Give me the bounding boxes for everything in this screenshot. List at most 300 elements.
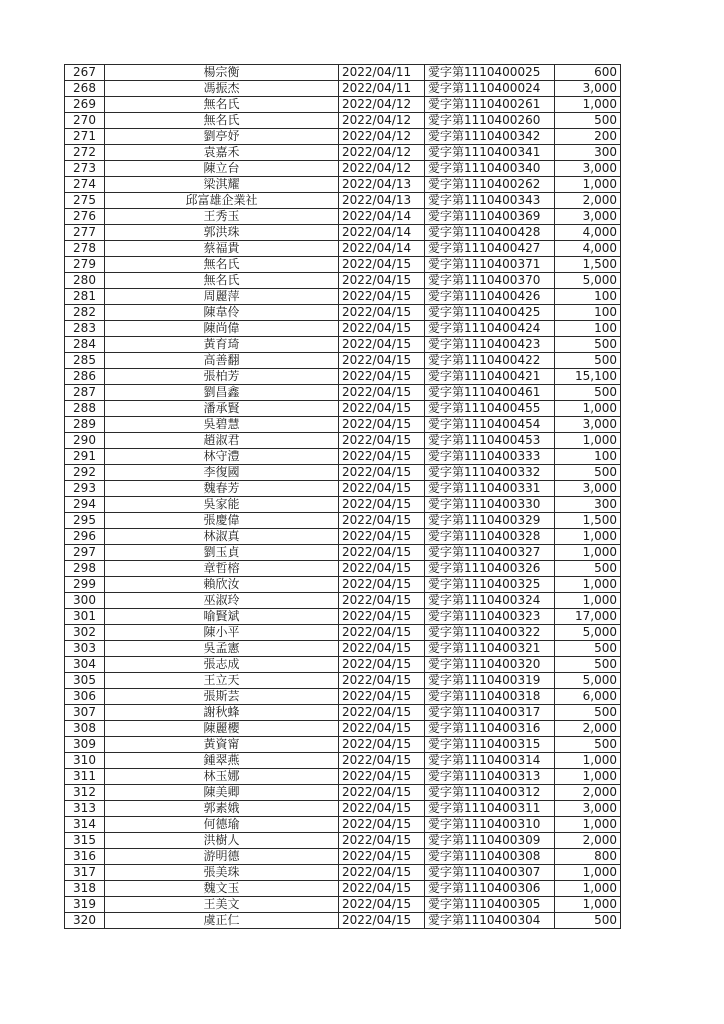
table-row [65,913,621,929]
donor-name: 馮振杰 [105,81,339,97]
receipt-number: 愛字第1110400423 [425,337,555,353]
receipt-number: 愛字第1110400330 [425,497,555,513]
table-row [65,641,621,657]
row-number: 307 [65,705,105,721]
table-row [65,673,621,689]
donation-date: 2022/04/15 [339,833,425,849]
row-number: 289 [65,417,105,433]
row-number: 310 [65,753,105,769]
receipt-number: 愛字第1110400461 [425,385,555,401]
table-row [65,161,621,177]
table-row [65,241,621,257]
receipt-number: 愛字第1110400326 [425,561,555,577]
donation-amount: 1,500 [555,257,621,273]
donation-amount: 200 [555,129,621,145]
donation-amount: 1,000 [555,577,621,593]
table-row [65,449,621,465]
row-number: 305 [65,673,105,689]
row-number: 301 [65,609,105,625]
donation-date: 2022/04/15 [339,641,425,657]
donation-amount: 500 [555,113,621,129]
donation-date: 2022/04/15 [339,545,425,561]
row-number: 293 [65,481,105,497]
donation-amount: 500 [555,737,621,753]
row-number: 320 [65,913,105,929]
donor-name: 陳美卿 [105,785,339,801]
receipt-number: 愛字第1110400319 [425,673,555,689]
receipt-number: 愛字第1110400306 [425,881,555,897]
table-row [65,369,621,385]
row-number: 284 [65,337,105,353]
row-number: 286 [65,369,105,385]
donation-date: 2022/04/13 [339,177,425,193]
table-row [65,513,621,529]
donor-name: 張斯芸 [105,689,339,705]
donation-date: 2022/04/15 [339,881,425,897]
donation-amount: 1,000 [555,865,621,881]
donation-date: 2022/04/15 [339,417,425,433]
table-row [65,401,621,417]
table-row [65,209,621,225]
table-row [65,625,621,641]
row-number: 270 [65,113,105,129]
receipt-number: 愛字第1110400311 [425,801,555,817]
donation-date: 2022/04/15 [339,577,425,593]
table-row [65,657,621,673]
donation-amount: 1,000 [555,897,621,913]
donation-date: 2022/04/15 [339,337,425,353]
donation-date: 2022/04/15 [339,769,425,785]
donation-date: 2022/04/15 [339,449,425,465]
receipt-number: 愛字第1110400322 [425,625,555,641]
donor-name: 黃資甯 [105,737,339,753]
donation-amount: 17,000 [555,609,621,625]
donation-date: 2022/04/15 [339,593,425,609]
row-number: 312 [65,785,105,801]
receipt-number: 愛字第1110400324 [425,593,555,609]
donor-name: 邱富雄企業社 [105,193,339,209]
donation-table-body [65,65,621,929]
receipt-number: 愛字第1110400313 [425,769,555,785]
receipt-number: 愛字第1110400261 [425,97,555,113]
donation-amount: 15,100 [555,369,621,385]
donor-name: 魏文玉 [105,881,339,897]
receipt-number: 愛字第1110400309 [425,833,555,849]
table-row [65,353,621,369]
row-number: 272 [65,145,105,161]
donor-name: 無名氏 [105,257,339,273]
donation-date: 2022/04/15 [339,657,425,673]
receipt-number: 愛字第1110400328 [425,529,555,545]
donation-date: 2022/04/15 [339,561,425,577]
donor-name: 郭素娥 [105,801,339,817]
donor-name: 謝秋蜂 [105,705,339,721]
row-number: 279 [65,257,105,273]
donation-date: 2022/04/15 [339,737,425,753]
receipt-number: 愛字第1110400310 [425,817,555,833]
donor-name: 游明德 [105,849,339,865]
donation-date: 2022/04/15 [339,321,425,337]
table-row [65,465,621,481]
table-row [65,337,621,353]
donor-name: 周麗萍 [105,289,339,305]
row-number: 288 [65,401,105,417]
row-number: 315 [65,833,105,849]
receipt-number: 愛字第1110400342 [425,129,555,145]
table-row [65,881,621,897]
receipt-number: 愛字第1110400427 [425,241,555,257]
row-number: 296 [65,529,105,545]
receipt-number: 愛字第1110400321 [425,641,555,657]
receipt-number: 愛字第1110400455 [425,401,555,417]
donation-date: 2022/04/15 [339,529,425,545]
table-row [65,417,621,433]
receipt-number: 愛字第1110400318 [425,689,555,705]
donor-name: 吳碧慧 [105,417,339,433]
row-number: 319 [65,897,105,913]
row-number: 292 [65,465,105,481]
row-number: 267 [65,65,105,81]
row-number: 273 [65,161,105,177]
row-number: 274 [65,177,105,193]
donation-amount: 1,000 [555,753,621,769]
receipt-number: 愛字第1110400340 [425,161,555,177]
row-number: 309 [65,737,105,753]
donation-amount: 1,000 [555,529,621,545]
table-row [65,849,621,865]
row-number: 303 [65,641,105,657]
receipt-number: 愛字第1110400307 [425,865,555,881]
row-number: 318 [65,881,105,897]
donation-amount: 100 [555,449,621,465]
receipt-number: 愛字第1110400024 [425,81,555,97]
table-row [65,81,621,97]
row-number: 304 [65,657,105,673]
donor-name: 林淑真 [105,529,339,545]
donor-name: 林守澧 [105,449,339,465]
donation-date: 2022/04/14 [339,241,425,257]
row-number: 268 [65,81,105,97]
receipt-number: 愛字第1110400323 [425,609,555,625]
donation-date: 2022/04/12 [339,129,425,145]
donation-date: 2022/04/15 [339,385,425,401]
table-row [65,273,621,289]
receipt-number: 愛字第1110400424 [425,321,555,337]
receipt-number: 愛字第1110400331 [425,481,555,497]
receipt-number: 愛字第1110400315 [425,737,555,753]
donation-date: 2022/04/15 [339,849,425,865]
donor-name: 張慶偉 [105,513,339,529]
donation-date: 2022/04/15 [339,305,425,321]
receipt-number: 愛字第1110400332 [425,465,555,481]
row-number: 295 [65,513,105,529]
table-row [65,145,621,161]
row-number: 317 [65,865,105,881]
donor-name: 潘承賢 [105,401,339,417]
donor-name: 無名氏 [105,113,339,129]
donation-amount: 100 [555,289,621,305]
donor-name: 張志成 [105,657,339,673]
table-row [65,193,621,209]
donation-date: 2022/04/15 [339,609,425,625]
donation-date: 2022/04/12 [339,145,425,161]
row-number: 276 [65,209,105,225]
receipt-number: 愛字第1110400314 [425,753,555,769]
row-number: 277 [65,225,105,241]
donation-amount: 500 [555,913,621,929]
row-number: 297 [65,545,105,561]
donation-date: 2022/04/15 [339,913,425,929]
donation-date: 2022/04/15 [339,721,425,737]
donation-amount: 500 [555,561,621,577]
donation-amount: 1,000 [555,433,621,449]
row-number: 290 [65,433,105,449]
donor-name: 吳孟憲 [105,641,339,657]
receipt-number: 愛字第1110400316 [425,721,555,737]
donation-amount: 1,000 [555,401,621,417]
row-number: 285 [65,353,105,369]
donor-name: 陳麗櫻 [105,721,339,737]
donation-date: 2022/04/15 [339,465,425,481]
donor-name: 陳立台 [105,161,339,177]
receipt-number: 愛字第1110400428 [425,225,555,241]
donation-date: 2022/04/15 [339,289,425,305]
donation-date: 2022/04/15 [339,865,425,881]
row-number: 282 [65,305,105,321]
donor-name: 陳韋伶 [105,305,339,321]
donation-amount: 1,000 [555,545,621,561]
donation-amount: 1,000 [555,97,621,113]
receipt-number: 愛字第1110400305 [425,897,555,913]
donation-date: 2022/04/15 [339,401,425,417]
row-number: 311 [65,769,105,785]
donor-name: 鍾翠燕 [105,753,339,769]
donation-amount: 1,000 [555,769,621,785]
donation-amount: 500 [555,657,621,673]
receipt-number: 愛字第1110400260 [425,113,555,129]
table-row [65,305,621,321]
row-number: 313 [65,801,105,817]
donation-date: 2022/04/15 [339,513,425,529]
donation-amount: 1,000 [555,817,621,833]
row-number: 314 [65,817,105,833]
donation-amount: 100 [555,305,621,321]
donation-amount: 5,000 [555,625,621,641]
donation-date: 2022/04/15 [339,273,425,289]
donor-name: 賴欣汝 [105,577,339,593]
table-row [65,577,621,593]
donation-date: 2022/04/15 [339,801,425,817]
donor-name: 劉昌鑫 [105,385,339,401]
receipt-number: 愛字第1110400369 [425,209,555,225]
receipt-number: 愛字第1110400304 [425,913,555,929]
row-number: 300 [65,593,105,609]
donor-name: 蔡福貴 [105,241,339,257]
donor-name: 王美文 [105,897,339,913]
donation-date: 2022/04/15 [339,497,425,513]
table-row [65,833,621,849]
row-number: 302 [65,625,105,641]
table-row [65,65,621,81]
donation-amount: 5,000 [555,673,621,689]
donation-date: 2022/04/15 [339,353,425,369]
table-row [65,529,621,545]
donation-date: 2022/04/11 [339,81,425,97]
table-row [65,801,621,817]
row-number: 294 [65,497,105,513]
donor-name: 巫淑玲 [105,593,339,609]
donation-date: 2022/04/15 [339,481,425,497]
donation-date: 2022/04/14 [339,225,425,241]
row-number: 271 [65,129,105,145]
donation-date: 2022/04/11 [339,65,425,81]
donor-name: 劉玉貞 [105,545,339,561]
receipt-number: 愛字第1110400320 [425,657,555,673]
donor-name: 虞正仁 [105,913,339,929]
donation-amount: 800 [555,849,621,865]
donation-amount: 300 [555,145,621,161]
donor-name: 梁淇耀 [105,177,339,193]
donation-amount: 5,000 [555,273,621,289]
receipt-number: 愛字第1110400333 [425,449,555,465]
row-number: 291 [65,449,105,465]
table-row [65,705,621,721]
donor-name: 吳家能 [105,497,339,513]
table-row [65,769,621,785]
receipt-number: 愛字第1110400370 [425,273,555,289]
donation-amount: 3,000 [555,801,621,817]
donor-name: 王秀玉 [105,209,339,225]
receipt-number: 愛字第1110400025 [425,65,555,81]
donation-amount: 1,000 [555,593,621,609]
row-number: 280 [65,273,105,289]
row-number: 287 [65,385,105,401]
donation-date: 2022/04/14 [339,209,425,225]
table-row [65,593,621,609]
receipt-number: 愛字第1110400341 [425,145,555,161]
donation-amount: 2,000 [555,833,621,849]
table-row [65,609,621,625]
donor-name: 無名氏 [105,273,339,289]
donor-name: 李復國 [105,465,339,481]
table-row [65,737,621,753]
table-row [65,817,621,833]
table-row [65,721,621,737]
donation-amount: 3,000 [555,81,621,97]
donor-name: 洪樹人 [105,833,339,849]
row-number: 308 [65,721,105,737]
table-row [65,481,621,497]
donation-amount: 1,500 [555,513,621,529]
donation-amount: 6,000 [555,689,621,705]
donor-name: 高善翻 [105,353,339,369]
receipt-number: 愛字第1110400453 [425,433,555,449]
donor-name: 魏春芳 [105,481,339,497]
donor-name: 無名氏 [105,97,339,113]
donation-date: 2022/04/12 [339,113,425,129]
table-row [65,433,621,449]
receipt-number: 愛字第1110400371 [425,257,555,273]
donation-date: 2022/04/13 [339,193,425,209]
donor-name: 黃育琦 [105,337,339,353]
receipt-number: 愛字第1110400312 [425,785,555,801]
donation-date: 2022/04/15 [339,369,425,385]
donation-amount: 2,000 [555,785,621,801]
row-number: 269 [65,97,105,113]
donation-amount: 500 [555,465,621,481]
table-row [65,177,621,193]
table-row [65,865,621,881]
row-number: 275 [65,193,105,209]
donation-amount: 3,000 [555,481,621,497]
donor-name: 何德瑜 [105,817,339,833]
donation-amount: 600 [555,65,621,81]
donation-amount: 500 [555,337,621,353]
donor-name: 楊宗衡 [105,65,339,81]
receipt-number: 愛字第1110400454 [425,417,555,433]
receipt-number: 愛字第1110400317 [425,705,555,721]
table-row [65,689,621,705]
donation-amount: 1,000 [555,177,621,193]
donation-date: 2022/04/15 [339,705,425,721]
donor-name: 陳尚偉 [105,321,339,337]
row-number: 299 [65,577,105,593]
donation-date: 2022/04/15 [339,753,425,769]
row-number: 316 [65,849,105,865]
donation-date: 2022/04/15 [339,625,425,641]
donation-date: 2022/04/12 [339,161,425,177]
table-row [65,753,621,769]
table-row [65,785,621,801]
donation-amount: 500 [555,705,621,721]
receipt-number: 愛字第1110400426 [425,289,555,305]
table-row [65,561,621,577]
table-row [65,289,621,305]
receipt-number: 愛字第1110400421 [425,369,555,385]
donation-amount: 500 [555,353,621,369]
donation-date: 2022/04/15 [339,689,425,705]
table-row [65,897,621,913]
donation-date: 2022/04/15 [339,897,425,913]
row-number: 283 [65,321,105,337]
donation-amount: 4,000 [555,225,621,241]
donation-amount: 1,000 [555,881,621,897]
donation-ledger-page [64,64,620,929]
table-row [65,257,621,273]
donation-date: 2022/04/15 [339,817,425,833]
donor-name: 袁嘉禾 [105,145,339,161]
row-number: 298 [65,561,105,577]
donation-amount: 4,000 [555,241,621,257]
donor-name: 張美珠 [105,865,339,881]
receipt-number: 愛字第1110400325 [425,577,555,593]
donation-amount: 3,000 [555,417,621,433]
donation-amount: 2,000 [555,193,621,209]
donation-date: 2022/04/12 [339,97,425,113]
row-number: 281 [65,289,105,305]
donation-amount: 100 [555,321,621,337]
donation-amount: 500 [555,385,621,401]
donor-name: 陳小平 [105,625,339,641]
receipt-number: 愛字第1110400308 [425,849,555,865]
receipt-number: 愛字第1110400425 [425,305,555,321]
donor-name: 劉亭妤 [105,129,339,145]
donor-name: 王立天 [105,673,339,689]
donor-name: 林玉娜 [105,769,339,785]
receipt-number: 愛字第1110400422 [425,353,555,369]
receipt-number: 愛字第1110400262 [425,177,555,193]
table-row [65,113,621,129]
